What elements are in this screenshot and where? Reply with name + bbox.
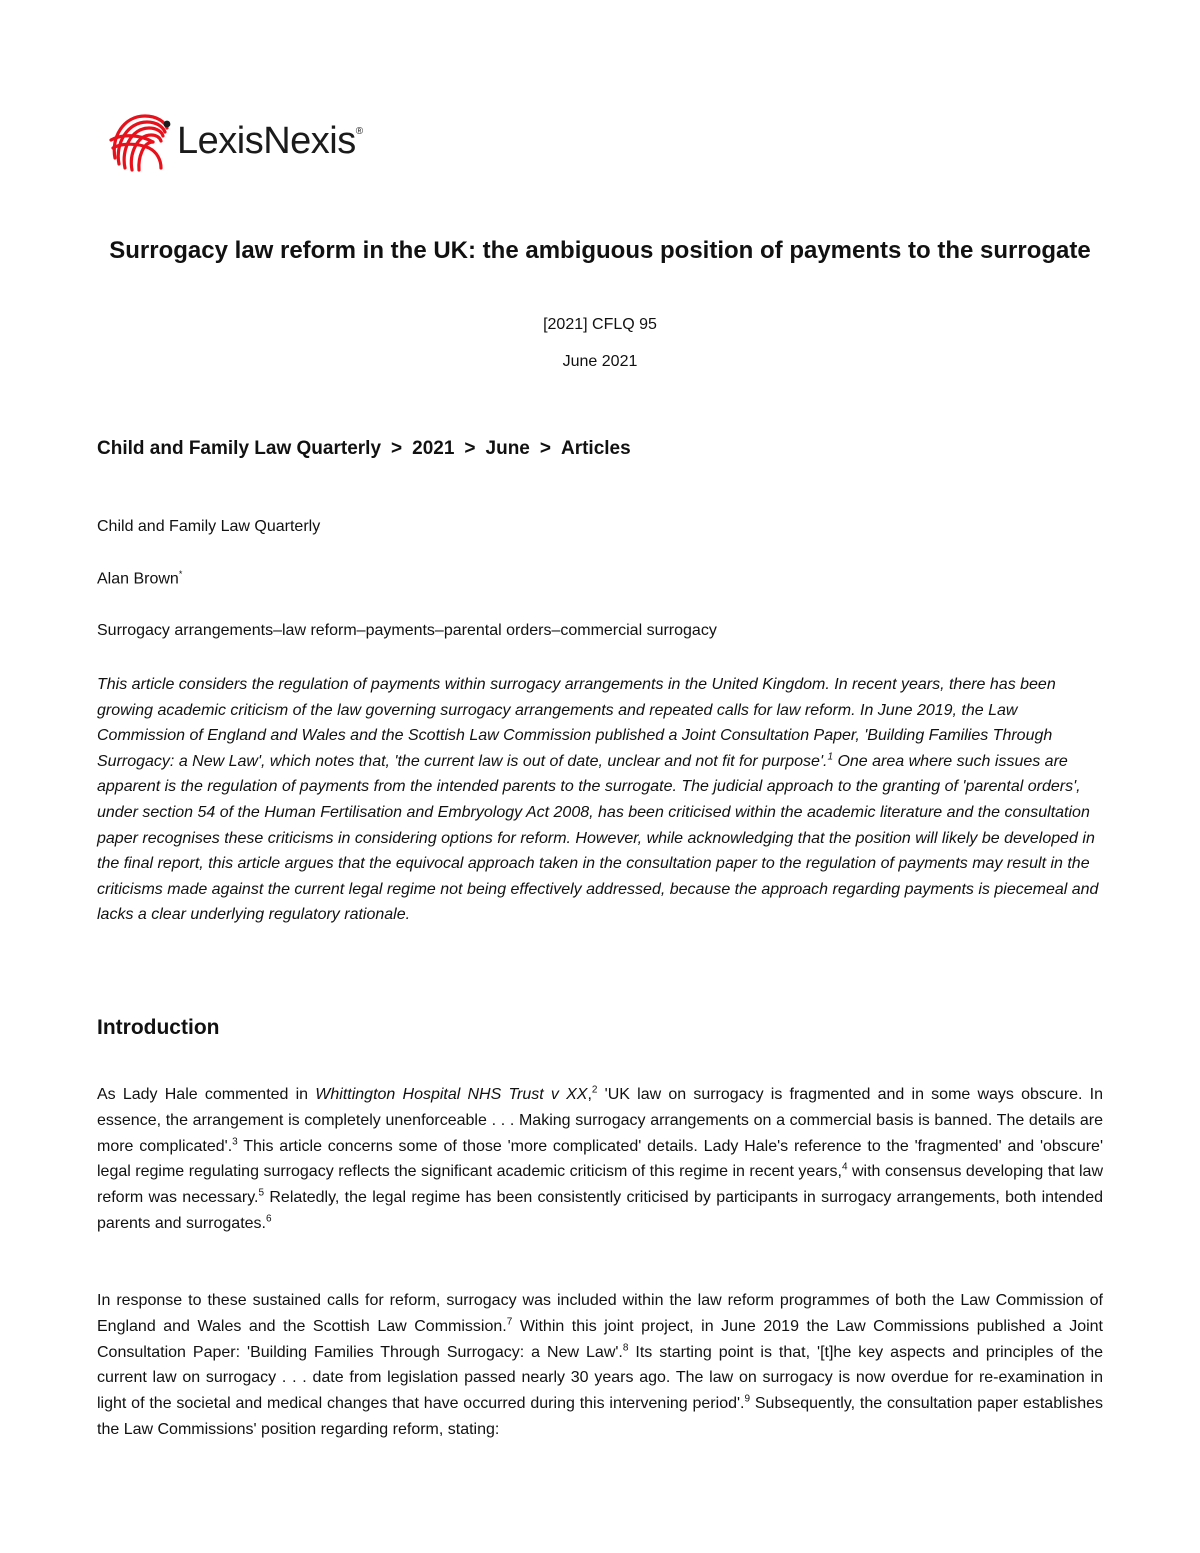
lexisnexis-logo <box>105 108 363 174</box>
document-title: Surrogacy law reform in the UK: the ambiguous position of payments to the surrogate <box>109 237 1091 264</box>
breadcrumb-separator: > <box>464 438 476 459</box>
breadcrumb-month[interactable]: June <box>485 438 530 459</box>
breadcrumb-separator: > <box>391 438 403 459</box>
author <box>97 569 182 588</box>
citation: [2021] CFLQ 95 <box>543 316 657 333</box>
intro-paragraph-2: In response to these sustained calls for reform, surrogacy was included within the law reform programmes of both the Law Commission of England and Wales and the Scottish Law Commission.$^7$ Within this joint project, in June 2019 the Law Commissions published a Joint Consultation Paper: 'Building Families Through Surrogacy: a New Law'.$^8$ Its starting point is that, '[t]he key aspects and principles of the current law on surrogacy . . . date from legislation passed nearly 30 years ago. The law on surrogacy is now overdue for re-examination in light of the societal and medical changes that have occurred during this intervening period'.$^9$ Subsequently, the consultation paper establishes the Law Commissions' position regarding reform, stating: <box>97 1292 1104 1438</box>
publication-date: June 2021 <box>562 353 638 370</box>
intro-paragraph-1: As Lady Hale commented in Whittington Hospital NHS Trust v XX,$^2$ 'UK law on surrogacy is fragmented and in some ways obscure. In essence, the arrangement is completely unenforceable . . . Making surrogacy arrangements on a commercial basis is banned. The details are more complicated'.$^3$ This article concerns some of those 'more complicated' details. Lady Hale's reference to the 'fragmented' and 'obscure' legal regime regulating surrogacy reflects the significant academic criticism of this regime in recent years,$^4$ with consensus developing that law reform was necessary.$^5$ Relatedly, the legal regime has been consistently criticised by participants in surrogacy arrangements, both intended parents and surrogates.$^6$ <box>97 1084 1104 1232</box>
author-name: Alan Brown <box>97 570 179 588</box>
journal-name: Child and Family Law Quarterly <box>97 518 321 535</box>
footnote-ref-4[interactable]: 4 <box>841 1162 848 1174</box>
breadcrumb-separator: > <box>539 438 551 459</box>
footnote-ref-2[interactable]: 2 <box>591 1084 598 1096</box>
keywords: Surrogacy arrangements–law reform–payments–parental orders–commercial surrogacy <box>97 622 717 639</box>
breadcrumb-year[interactable]: 2021 <box>412 438 455 459</box>
footnote-ref-3[interactable]: 3 <box>232 1136 238 1148</box>
breadcrumb <box>97 438 631 460</box>
abstract: This article considers the regulation of payments within surrogacy arrangements in the United Kingdom. In recent years, there has been growing academic criticism of the law governing surrogacy arrangements and repeated calls for law reform. In June 2019, the Law Commission of England and Wales and the Scottish Law Commission published a Joint Consultation Paper, 'Building Families Through Surrogacy: a New Law', which notes that, 'the current law is out of date, unclear and not fit for purpose'.$^1$ One area where such issues are apparent is the regulation of payments from the intended parents to the surrogate. The judicial approach to the granting of 'parental orders', under section 54 of the Human Fertilisation and Embryology Act 2008, has been criticised within the academic literature and the consultation paper recognises these criticisms in considering options for reform. However, while acknowledging that the position will likely be developed in the final report, this article argues that the equivocal approach taken in the consultation paper to the regulation of payments may result in the criticisms made against the current legal regime not being effectively addressed, because the approach regarding payments is piecemeal and lacks a clear underlying regulatory rationale. <box>97 676 1099 924</box>
author-footnote-mark[interactable]: * <box>178 569 183 579</box>
footnote-ref-1[interactable]: 1 <box>827 751 834 763</box>
footnote-ref-5[interactable]: 5 <box>258 1187 265 1199</box>
breadcrumb-journal[interactable]: Child and Family Law Quarterly <box>97 438 382 459</box>
breadcrumb-section[interactable]: Articles <box>560 438 631 459</box>
logo-wordmark: LexisNexis® <box>177 119 363 162</box>
footnote-ref-7[interactable]: 7 <box>506 1316 513 1328</box>
footnote-ref-6[interactable]: 6 <box>266 1213 272 1225</box>
lexisnexis-knot-icon <box>105 108 171 174</box>
section-heading-introduction: Introduction <box>97 1016 220 1039</box>
footnote-ref-8[interactable]: 8 <box>622 1342 629 1354</box>
footnote-ref-9[interactable]: 9 <box>744 1393 751 1405</box>
case-name: Whittington Hospital NHS Trust v XX <box>315 1086 588 1103</box>
